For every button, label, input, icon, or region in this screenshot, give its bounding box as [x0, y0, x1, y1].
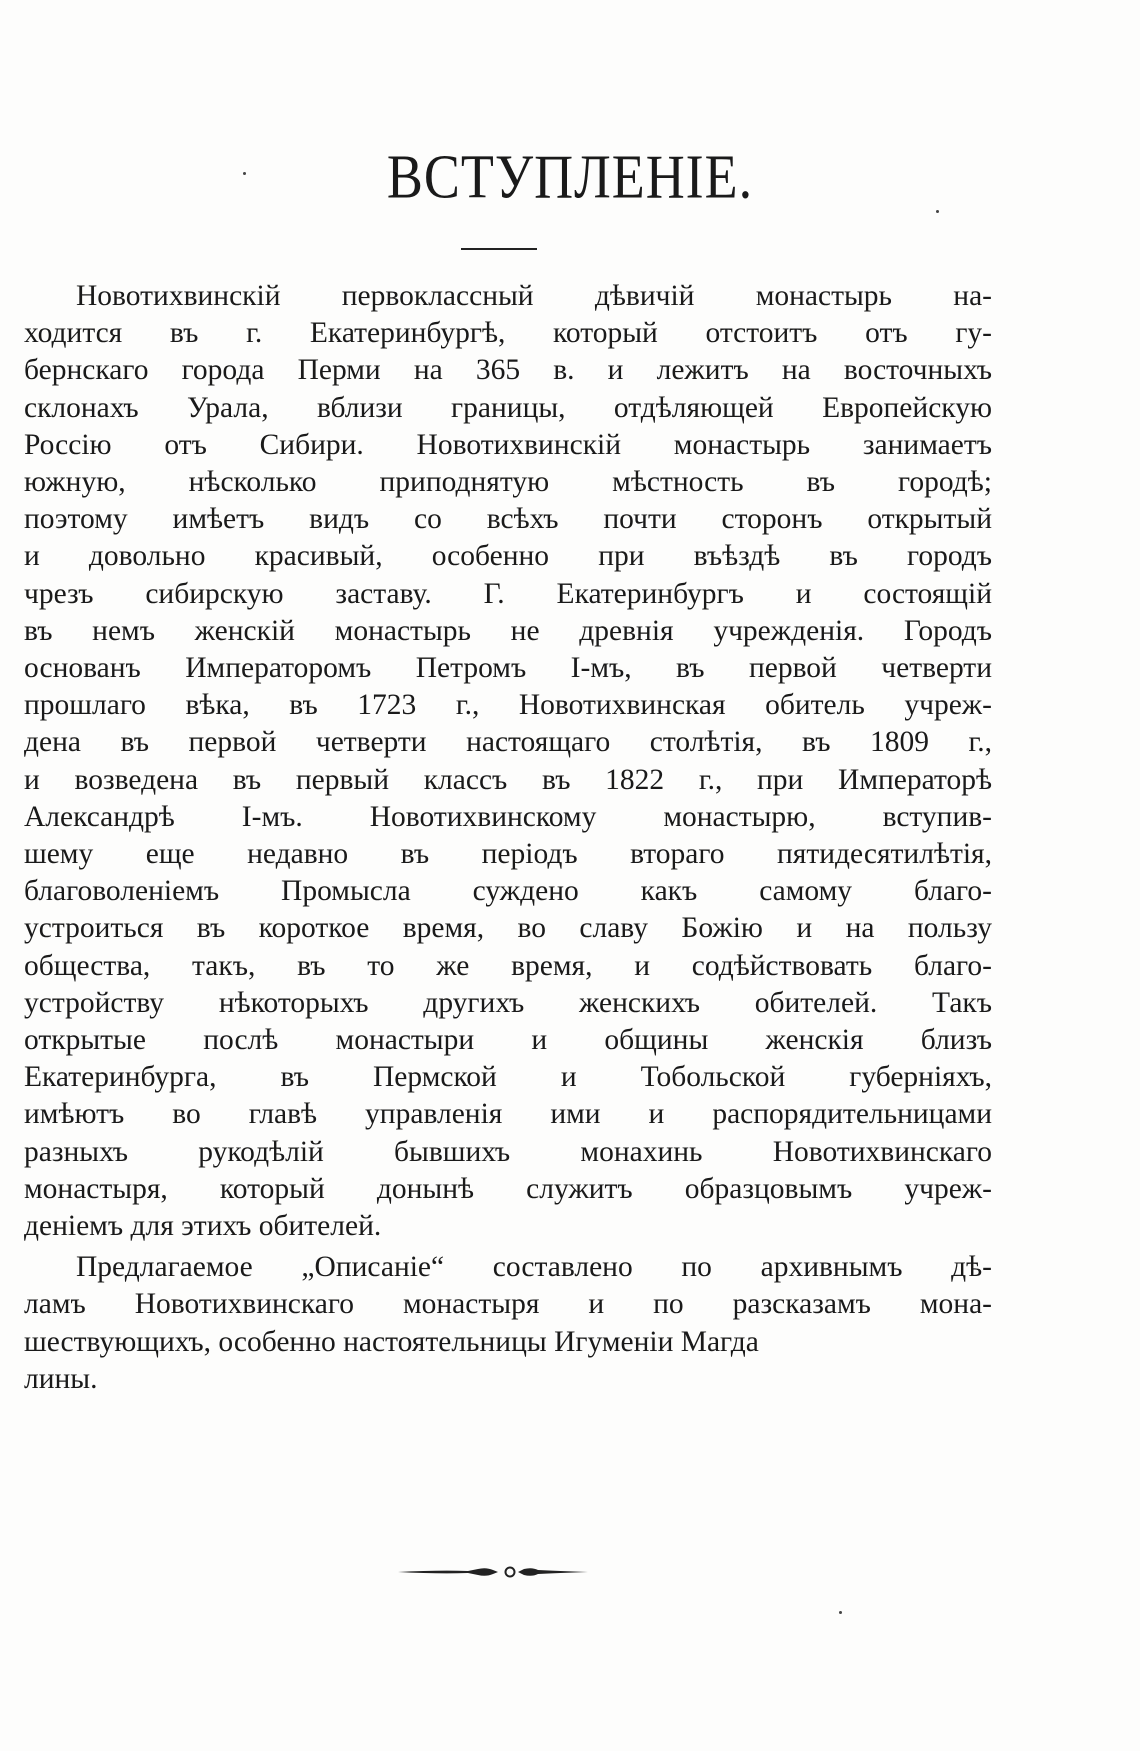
- text-line: Россію отъ Сибири. Новотихвинскій монастырь занимаетъ: [24, 430, 992, 461]
- title-divider: [461, 248, 537, 250]
- text-line: бернскаго города Перми на 365 в. и лежитъ на восточныхъ: [24, 356, 992, 387]
- text-line: устроиться въ короткое время, во славу Божію и на пользу: [24, 914, 992, 945]
- text-line: южную, нѣсколько приподнятую мѣстность въ городѣ;: [24, 468, 992, 498]
- ink-speck: [839, 1611, 842, 1614]
- text-line: шему еще недавно въ періодъ втораго пятидесятилѣтія,: [24, 840, 992, 870]
- text-line: и возведена въ первый классъ въ 1822 г., при Императорѣ: [24, 765, 992, 796]
- text-line: въ немъ женскій монастырь не древнія учрежденія. Городъ: [24, 616, 992, 647]
- text-line: открытые послѣ монастыри и общины женскія близъ: [24, 1026, 992, 1056]
- text-line: склонахъ Урала, вблизи границы, отдѣляющей Европейскую: [24, 393, 992, 424]
- text-line: прошлаго вѣка, въ 1723 г., Новотихвинская обитель учреж-: [24, 691, 992, 722]
- text-line: устройству нѣкоторыхъ другихъ женскихъ обителей. Такъ: [24, 988, 992, 1019]
- text-line: общества, такъ, въ то же время, и содѣйствовать благо-: [24, 951, 992, 982]
- text-line: ходится въ г. Екатеринбургѣ, который отстоитъ отъ гу-: [24, 319, 992, 350]
- text-line: имѣютъ во главѣ управленія ими и распорядительницами: [24, 1100, 992, 1131]
- text-line: разныхъ рукодѣлій бывшихъ монахинь Новотихвинскаго: [24, 1137, 992, 1168]
- text-line: чрезъ сибирскую заставу. Г. Екатеринбургъ и состоящій: [24, 579, 992, 610]
- text-line: шествующихъ, особенно настоятельницы Игуменіи Магда: [24, 1325, 759, 1358]
- text-line: Предлагаемое „Описаніе“ составлено по архивнымъ дѣ-: [76, 1253, 992, 1284]
- text-line: дена въ первой четверти настоящаго столѣтія, въ 1809 г.,: [24, 728, 992, 759]
- text-line: Новотихвинскій первоклассный дѣвичій монастырь на-: [76, 282, 992, 312]
- text-line: ламъ Новотихвинскаго монастыря и по разсказамъ мона-: [24, 1290, 992, 1321]
- chapter-title: ВСТУПЛЕНІЕ.: [386, 142, 754, 212]
- text-line: лины.: [24, 1362, 98, 1395]
- text-line: и довольно красивый, особенно при въѣздѣ въ городъ: [24, 542, 992, 573]
- text-line: благоволеніемъ Промысла суждено какъ самому благо-: [24, 877, 992, 908]
- text-line: деніемъ для этихъ обителей.: [24, 1210, 382, 1242]
- text-line: Александрѣ І-мъ. Новотихвинскому монастырю, вступив-: [24, 802, 992, 833]
- ink-speck: [936, 210, 939, 213]
- text-line: поэтому имѣетъ видъ со всѣхъ почти сторонъ открытый: [24, 505, 992, 536]
- end-ornament: [398, 1565, 588, 1579]
- text-line: Екатеринбурга, въ Пермской и Тобольской губерніяхъ,: [24, 1063, 992, 1094]
- ink-speck: [243, 172, 246, 175]
- text-line: основанъ Императоромъ Петромъ І-мъ, въ первой четверти: [24, 654, 992, 684]
- text-line: монастыря, который донынѣ служитъ образцовымъ учреж-: [24, 1174, 992, 1205]
